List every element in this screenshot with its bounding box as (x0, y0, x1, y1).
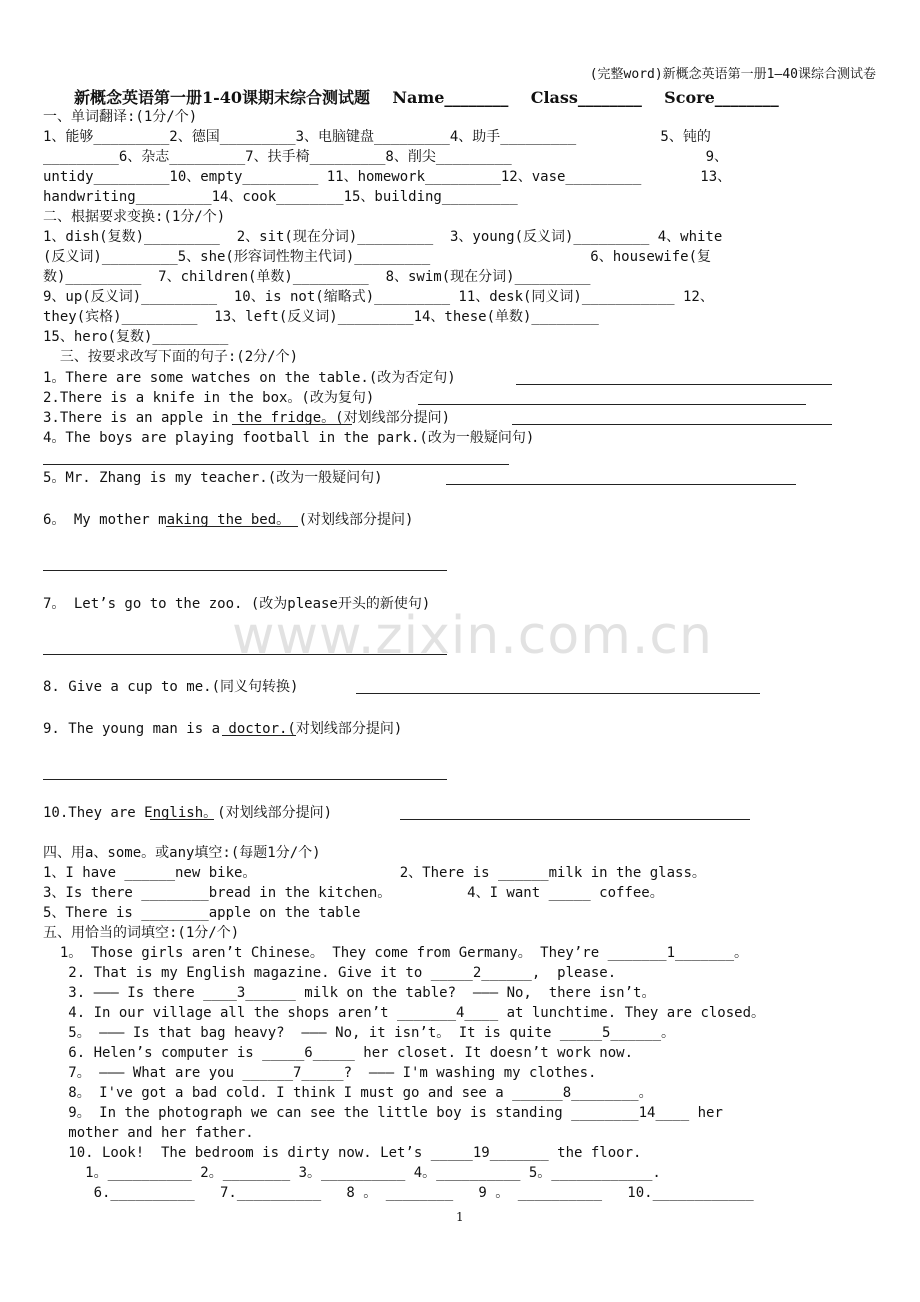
article-line-3: 5、There is ________apple on the table (43, 905, 361, 921)
transform-line-2: (反义词)_________5、she(形容词性物主代词)_________ 6、housewife(复 (43, 249, 712, 265)
transform-line-3: 数)_________ 7、children(单数)_________ 8、swim(现在分词)_________ (43, 269, 591, 285)
underlined-phrase-mark (232, 424, 352, 425)
vocab-line-1: 1、能够_________2、德国_________3、电脑键盘_________4、助手_________ 5、钝的 (43, 129, 711, 145)
fill-q7: 7。 ——— What are you ______7_____? ——— I'm washing my clothes. (43, 1065, 597, 1081)
fill-q6: 6. Helen’s computer is _____6_____ her closet. It doesn’t work now. (43, 1045, 634, 1061)
fill-q5: 5。 ——— Is that bag heavy? ——— No, it isn’t。 It is quite _____5______。 (43, 1025, 676, 1041)
answer-blanks-row-1: 1。__________ 2。________ 3。__________ 4。__________ 5。____________. (43, 1165, 661, 1181)
fill-q2: 2. That is my English magazine. Give it to _____2______, please. (43, 965, 617, 981)
vocab-line-4: handwriting_________14、cook________15、building_________ (43, 189, 518, 205)
article-line-2: 3、Is there ________bread in the kitchen。 4、I want _____ coffee。 (43, 885, 664, 901)
answer-line (43, 570, 447, 571)
rewrite-q7: 7。 Let’s go to the zoo. (改为please开头的新使句) (43, 596, 431, 612)
answer-line (512, 424, 832, 425)
rewrite-q6: 6。 My mother making the bed。 (对划线部分提问) (43, 512, 414, 528)
section-2-heading: 二、根据要求变换:(1分/个) (43, 209, 226, 225)
answer-line (356, 693, 760, 694)
answer-line (516, 384, 832, 385)
vocab-line-2: _________6、杂志_________7、扶手椅_________8、削尖_________ 9、 (43, 149, 729, 165)
answer-line (400, 819, 750, 820)
answer-blanks-row-2: 6.__________ 7.__________ 8 。 ________ 9 。 __________ 10.____________ (43, 1185, 754, 1201)
rewrite-q10: 10.They are English。(对划线部分提问) (43, 805, 333, 821)
underlined-phrase-mark (150, 819, 214, 820)
rewrite-q9: 9. The young man is a doctor.(对划线部分提问) (43, 721, 403, 737)
document-file-title: (完整word)新概念英语第一册1—40课综合测试卷 (589, 67, 876, 82)
article-line-1: 1、I have ______new bike。 2、There is ______milk in the glass。 (43, 865, 706, 881)
section-1-heading: 一、单词翻译:(1分/个) (43, 109, 198, 125)
transform-line-4: 9、up(反义词)_________ 10、is not(缩略式)_________ 11、desk(同义词)___________ 12、 (43, 289, 714, 305)
answer-line (418, 404, 806, 405)
page-number: 1 (456, 1210, 464, 1224)
fill-q10: 10. Look! The bedroom is dirty now. Let’s _____19_______ the floor. (43, 1145, 642, 1161)
section-3-heading: 三、按要求改写下面的句子:(2分/个) (43, 349, 299, 365)
underlined-phrase-mark (166, 526, 298, 527)
rewrite-q3: 3.There is an apple in the fridge。(对划线部分提问) (43, 410, 451, 426)
transform-line-5: they(宾格)_________ 13、left(反义词)_________14、these(单数)________ (43, 309, 599, 325)
transform-line-6: 15、hero(复数)_________ (43, 329, 229, 345)
rewrite-q4: 4。The boys are playing football in the park.(改为一般疑问句) (43, 430, 535, 446)
rewrite-q8: 8. Give a cup to me.(同义句转换) (43, 679, 299, 695)
answer-line (43, 779, 447, 780)
section-4-heading: 四、用a、some。或any填空:(每题1分/个) (43, 845, 321, 861)
fill-q4: 4. In our village all the shops aren’t _______4____ at lunchtime. They are closed。 (43, 1005, 766, 1021)
answer-line (43, 464, 509, 465)
fill-q8: 8。 I've got a bad cold. I think I must go and see a ______8________。 (43, 1085, 653, 1101)
rewrite-q5: 5。Mr. Zhang is my teacher.(改为一般疑问句) (43, 470, 383, 486)
watermark: www.zixin.com.cn (232, 606, 713, 666)
rewrite-q1: 1。There are some watches on the table.(改为否定句) (43, 370, 456, 386)
transform-line-1: 1、dish(复数)_________ 2、sit(现在分词)_________ 3、young(反义词)_________ 4、white (43, 229, 723, 245)
underlined-phrase-mark (222, 735, 296, 736)
fill-q1: 1。 Those girls aren’t Chinese。 They come from Germany。 They’re _______1_______。 (43, 945, 749, 961)
fill-q9: 9。 In the photograph we can see the little boy is standing ________14____ her (43, 1105, 723, 1121)
fill-q3: 3. ——— Is there ____3______ milk on the table? ——— No, there isn’t。 (43, 985, 656, 1001)
answer-line (446, 484, 796, 485)
section-5-heading: 五、用恰当的词填空:(1分/个) (43, 925, 240, 941)
vocab-line-3: untidy_________10、empty_________ 11、homework_________12、vase_________ 13、 (43, 169, 732, 185)
worksheet-title: 新概念英语第一册1-40课期末综合测试题 Name________ Class________ Score________ (74, 88, 779, 107)
rewrite-q2: 2.There is a knife in the box。(改为复句) (43, 390, 375, 406)
fill-q9-continued: mother and her father. (43, 1125, 254, 1141)
